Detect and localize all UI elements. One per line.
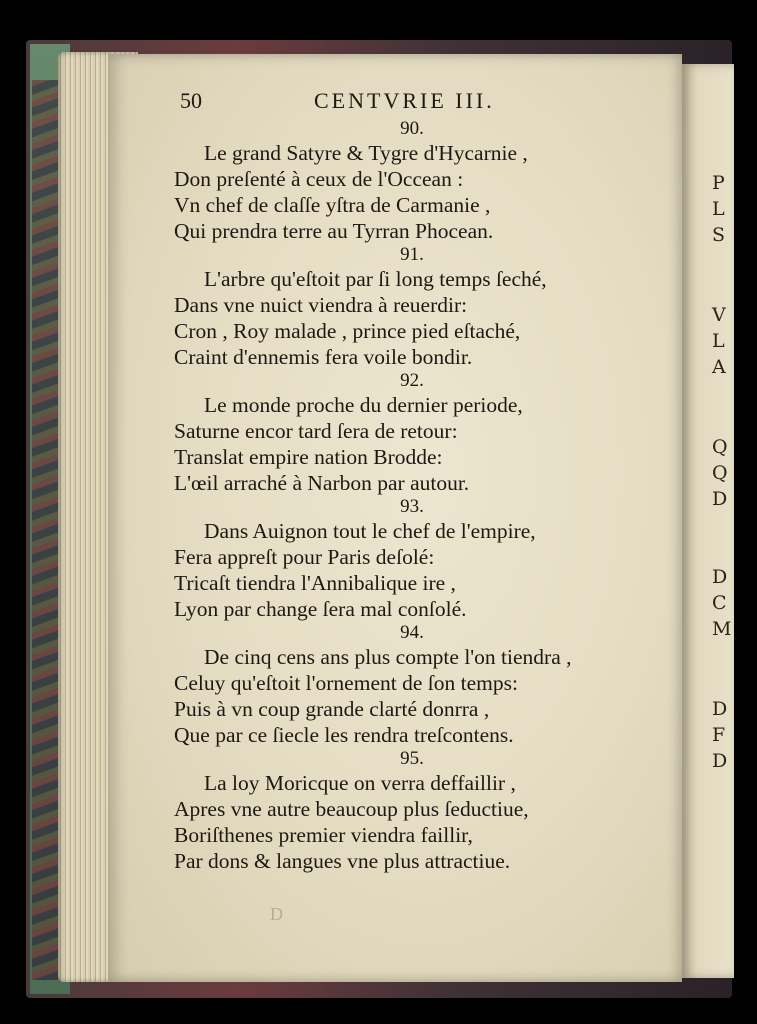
next-page-fragment: D [712,488,728,510]
verse-line: Apres vne autre beaucoup plus ſeductiue, [174,797,529,821]
verse-line: Saturne encor tard ſera de retour: [174,419,458,443]
quatrain [174,370,654,496]
next-page-fragment: Q [712,462,728,484]
next-page-fragment: D [712,566,728,588]
quatrain [174,748,654,874]
verse-line: Qui prendra terre au Tyrran Phocean. [174,219,494,243]
quatrain-number: 93. [400,496,424,517]
verse-line: Cron , Roy malade , prince pied eſtaché, [174,319,521,343]
next-page-fragment: A [712,356,726,378]
next-page-fragment: M [712,618,732,640]
quatrain-number: 95. [400,748,424,769]
frame-top [0,0,757,26]
next-page-fragment: D [712,698,728,720]
quatrain [174,496,654,622]
next-page-fragment: D [712,750,728,772]
verse-line: Le grand Satyre & Tygre d'Hycarnie , [204,141,528,165]
next-page [682,64,734,978]
running-head [174,88,654,118]
verse-line: De cinq cens ans plus compte l'on tiendra , [204,645,572,669]
quatrain-number: 94. [400,622,424,643]
next-page-fragment: Q [712,436,728,458]
text-block [174,88,654,874]
quatrain-number: 90. [400,118,424,139]
verse-line: Lyon par change ſera mal conſolé. [174,597,467,621]
verse-line: Boriſthenes premier viendra faillir, [174,823,473,847]
next-page-fragment: C [712,592,727,614]
verse-line: Celuy qu'eſtoit l'ornement de ſon temps: [174,671,518,695]
verse-line: Par dons & langues vne plus attractiue. [174,849,511,873]
verse-line: Vn chef de claſſe yſtra de Carmanie , [174,193,491,217]
verse-line: Le monde proche du dernier periode, [204,393,523,417]
next-page-fragment: V [712,304,726,326]
verse-line: Fera appreſt pour Paris deſolé: [174,545,435,569]
next-page-fragment: P [712,172,725,194]
quatrain [174,244,654,370]
verse-line: L'arbre qu'eſtoit par ſi long temps ſeché, [204,267,547,291]
verse-line: Translat empire nation Brodde: [174,445,443,469]
signature-mark: D [270,904,283,924]
quatrain [174,118,654,244]
verse-line: Dans Auignon tout le chef de l'empire, [204,519,536,543]
quatrain-number: 92. [400,370,424,391]
next-page-fragment: S [712,224,726,246]
verse-line: L'œil arraché à Narbon par autour. [174,471,470,495]
page-number: 50 [180,88,202,113]
verse-line: Don preſenté à ceux de l'Occean : [174,167,464,191]
verse-line: Tricaſt tiendra l'Annibalique ire , [174,571,456,595]
next-page-fragment: L [712,330,725,352]
frame-right [734,0,757,1024]
next-page-fragment: L [712,198,725,220]
verse-line: Dans vne nuict viendra à reuerdir: [174,293,468,317]
frame-bottom [0,998,757,1024]
verse-line: Puis à vn coup grande clarté donrra , [174,697,490,721]
verse-line: La loy Moricque on verra deffaillir , [204,771,516,795]
quatrain-number: 91. [400,244,424,265]
verse-line: Craint d'ennemis fera voile bondir. [174,345,473,369]
next-page-fragment: F [712,724,726,746]
quatrain [174,622,654,748]
running-title: CENTVRIE III. [314,88,495,113]
frame-left [0,0,26,1024]
verse-line: Que par ce ſiecle les rendra treſcontens. [174,723,514,747]
